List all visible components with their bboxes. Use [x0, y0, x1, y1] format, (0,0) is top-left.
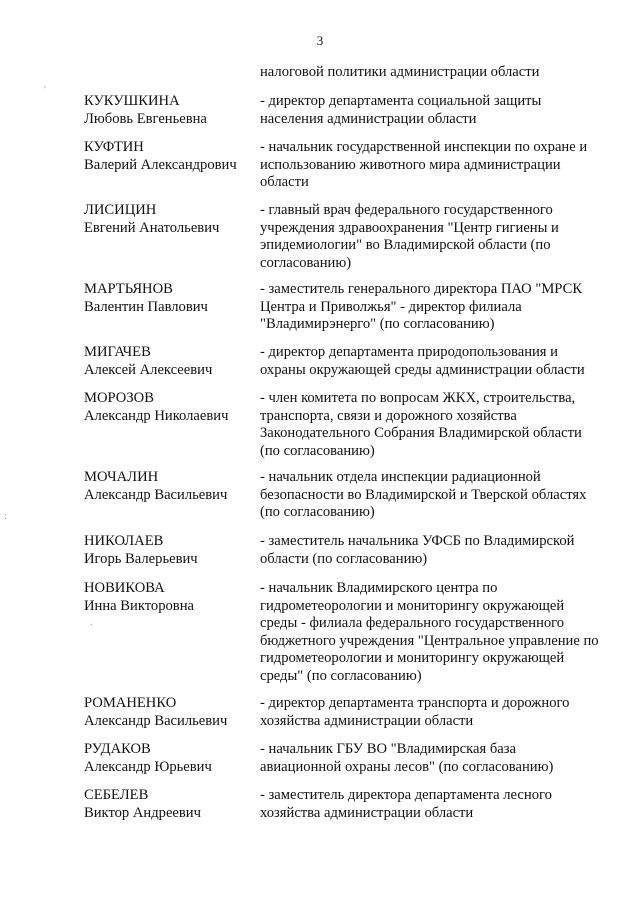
member-role: - начальник государственной инспекции по охране и использованию животного мира администрации области [260, 139, 588, 190]
margin-mark: ′ [44, 85, 47, 96]
member-name-block [84, 281, 256, 316]
member-name-block [84, 787, 256, 822]
member-surname: НОВИКОВА [84, 580, 165, 596]
member-given-name: Любовь Евгеньевна [84, 110, 207, 127]
member-surname: МИГАЧЕВ [84, 344, 151, 360]
member-surname: СЕБЕЛЕВ [84, 787, 149, 803]
member-given-name: Инна Викторовна [84, 597, 194, 614]
continuation-text: налоговой политики администрации области [260, 64, 540, 80]
member-name-block [84, 469, 256, 504]
member-name-block [84, 139, 256, 174]
member-surname: РУДАКОВ [84, 741, 151, 757]
member-name-block [84, 741, 256, 776]
member-given-name: Валерий Александрович [84, 156, 237, 173]
member-surname: РОМАНЕНКО [84, 695, 177, 711]
member-role: - член комитета по вопросам ЖКХ, строительства, транспорта, связи и дорожного хозяйства Законодательного Собрания Владимирской области (по согласованию) [260, 390, 582, 459]
margin-mark: . [90, 617, 93, 628]
member-given-name: Александр Васильевич [84, 712, 228, 729]
member-given-name: Игорь Валерьевич [84, 550, 198, 567]
page-number: 3 [316, 33, 324, 48]
member-surname: МАРТЬЯНОВ [84, 281, 173, 297]
member-surname: МОРОЗОВ [84, 390, 154, 406]
member-surname: НИКОЛАЕВ [84, 533, 164, 549]
margin-mark: : [4, 511, 7, 522]
member-role: - заместитель начальника УФСБ по Владимирской области (по согласованию) [260, 533, 575, 567]
member-name-block [84, 202, 256, 237]
member-role: - директор департамента транспорта и дорожного хозяйства администрации области [260, 695, 570, 729]
member-surname: ЛИСИЦИН [84, 202, 157, 218]
member-surname: КУКУШКИНА [84, 93, 180, 109]
member-given-name: Алексей Алексеевич [84, 361, 213, 378]
member-role: - директор департамента природопользования и охраны окружающей среды администрации области [260, 344, 585, 378]
member-given-name: Виктор Андреевич [84, 804, 201, 821]
member-given-name: Александр Васильевич [84, 486, 228, 503]
member-name-block [84, 390, 256, 425]
member-name-block [84, 344, 256, 379]
member-given-name: Евгений Анатольевич [84, 219, 220, 236]
member-role: - заместитель директора департамента лесного хозяйства администрации области [260, 787, 552, 821]
member-given-name: Александр Юрьевич [84, 758, 212, 775]
member-surname: МОЧАЛИН [84, 469, 159, 485]
member-surname: КУФТИН [84, 139, 144, 155]
member-name-block [84, 93, 256, 128]
member-role: - заместитель генерального директора ПАО "МРСК Центра и Приволжья" - директор филиала "Владимирэнерго" (по согласованию) [260, 281, 583, 332]
member-role: - начальник ГБУ ВО "Владимирская база авиационной охраны лесов" (по согласованию) [260, 741, 554, 775]
member-given-name: Валентин Павлович [84, 298, 208, 315]
member-name-block [84, 580, 256, 615]
member-name-block [84, 533, 256, 568]
member-role: - директор департамента социальной защиты населения администрации области [260, 93, 542, 127]
member-given-name: Александр Николаевич [84, 407, 229, 424]
member-role: - начальник Владимирского центра по гидрометеорологии и мониторингу окружающей среды - филиала федерального государственного бюджетного учреждения "Центральное управление по гидрометеорологии и мониторингу окружающей среды" (по согласованию) [260, 580, 599, 684]
member-role: - главный врач федерального государственного учреждения здравоохранения "Центр гигиены и эпидемиологии" во Владимирской области (по согласованию) [260, 202, 559, 271]
member-role: - начальник отдела инспекции радиационной безопасности во Владимирской и Тверской областях (по согласованию) [260, 469, 587, 520]
member-name-block [84, 695, 256, 730]
